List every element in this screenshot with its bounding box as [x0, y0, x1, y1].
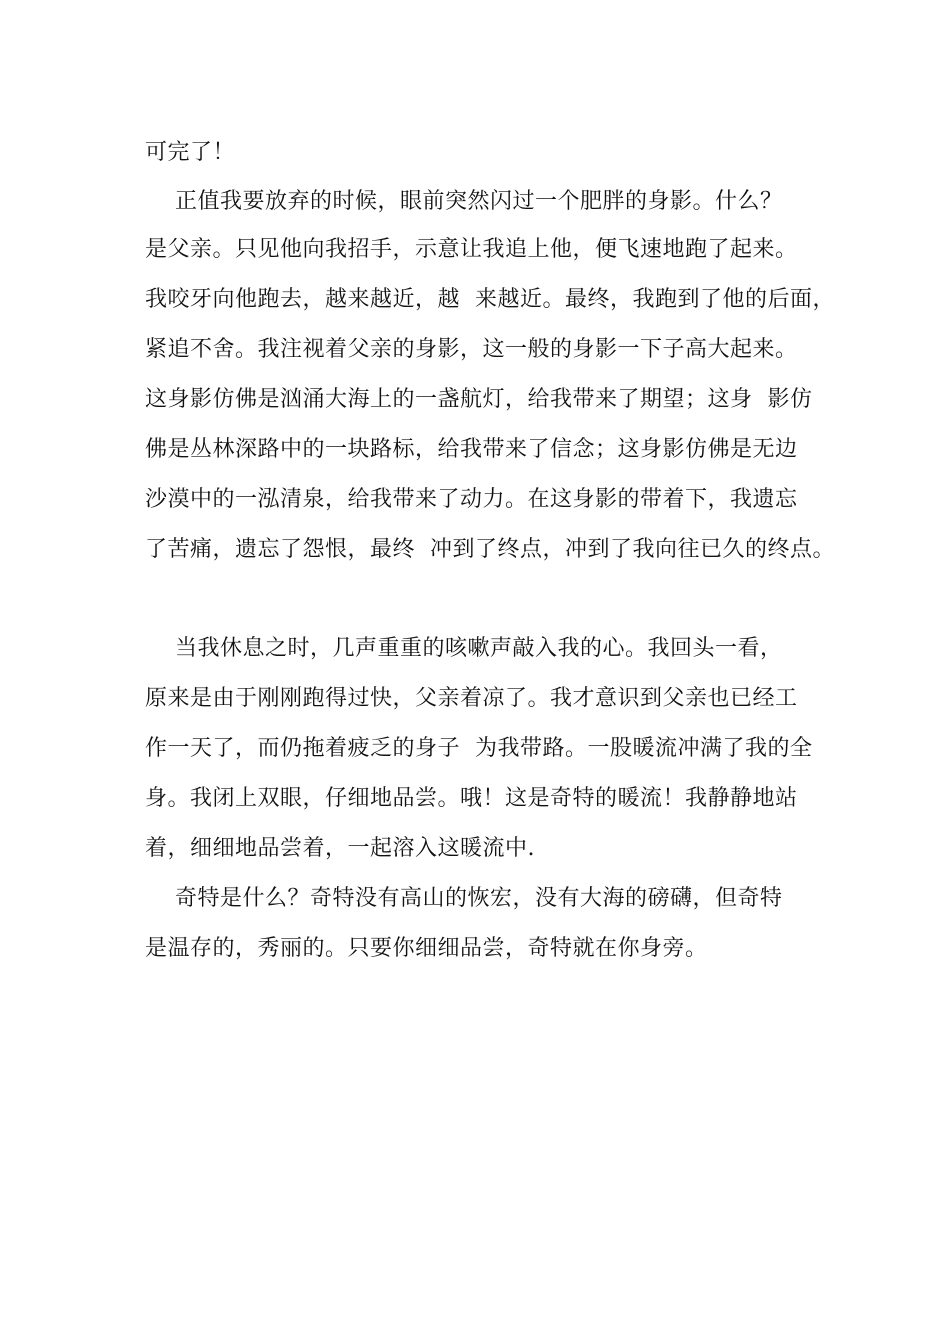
text-line: 正值我要放弃的时候，眼前突然闪过一个肥胖的身影。什么？	[145, 189, 783, 214]
text-line: 当我休息之时，几声重重的咳嗽声敲入我的心。我回头一看，	[145, 636, 783, 661]
text-line: 紧追不舍。我注视着父亲的身影，这一般的身影一下子高大起来。	[145, 337, 798, 362]
text-line: 着，细细地品尝着，一起溶入这暖流中.	[145, 836, 535, 861]
text-line: 可完了！	[145, 140, 236, 165]
text-line: 奇特是什么？奇特没有高山的恢宏，没有大海的磅礴，但奇特	[145, 886, 783, 911]
text-line: 原来是由于刚刚跑得过快，父亲着凉了。我才意识到父亲也已经工	[145, 686, 798, 711]
text-line: 这身影仿佛是汹涌大海上的一盏航灯，给我带来了期望；这身 影仿	[145, 387, 813, 412]
text-line: 作一天了，而仍拖着疲乏的身子 为我带路。一股暖流冲满了我的全	[145, 736, 813, 761]
text-line: 我咬牙向他跑去，越来越近，越 来越近。最终，我跑到了他的后面，	[145, 287, 835, 312]
text-line: 是温存的，秀丽的。只要你细细品尝，奇特就在你身旁。	[145, 936, 708, 961]
text-line: 沙漠中的一泓清泉，给我带来了动力。在这身影的带着下，我遗忘	[145, 487, 798, 512]
text-line: 了苦痛，遗忘了怨恨，最终 冲到了终点，冲到了我向往已久的终点。	[145, 537, 835, 562]
text-line: 佛是丛林深路中的一块路标，给我带来了信念；这身影仿佛是无边	[145, 437, 798, 462]
text-line: 是父亲。只见他向我招手，示意让我追上他，便飞速地跑了起来。	[145, 237, 798, 262]
text-line: 身。我闭上双眼，仔细地品尝。哦！这是奇特的暖流！我静静地站	[145, 786, 798, 811]
